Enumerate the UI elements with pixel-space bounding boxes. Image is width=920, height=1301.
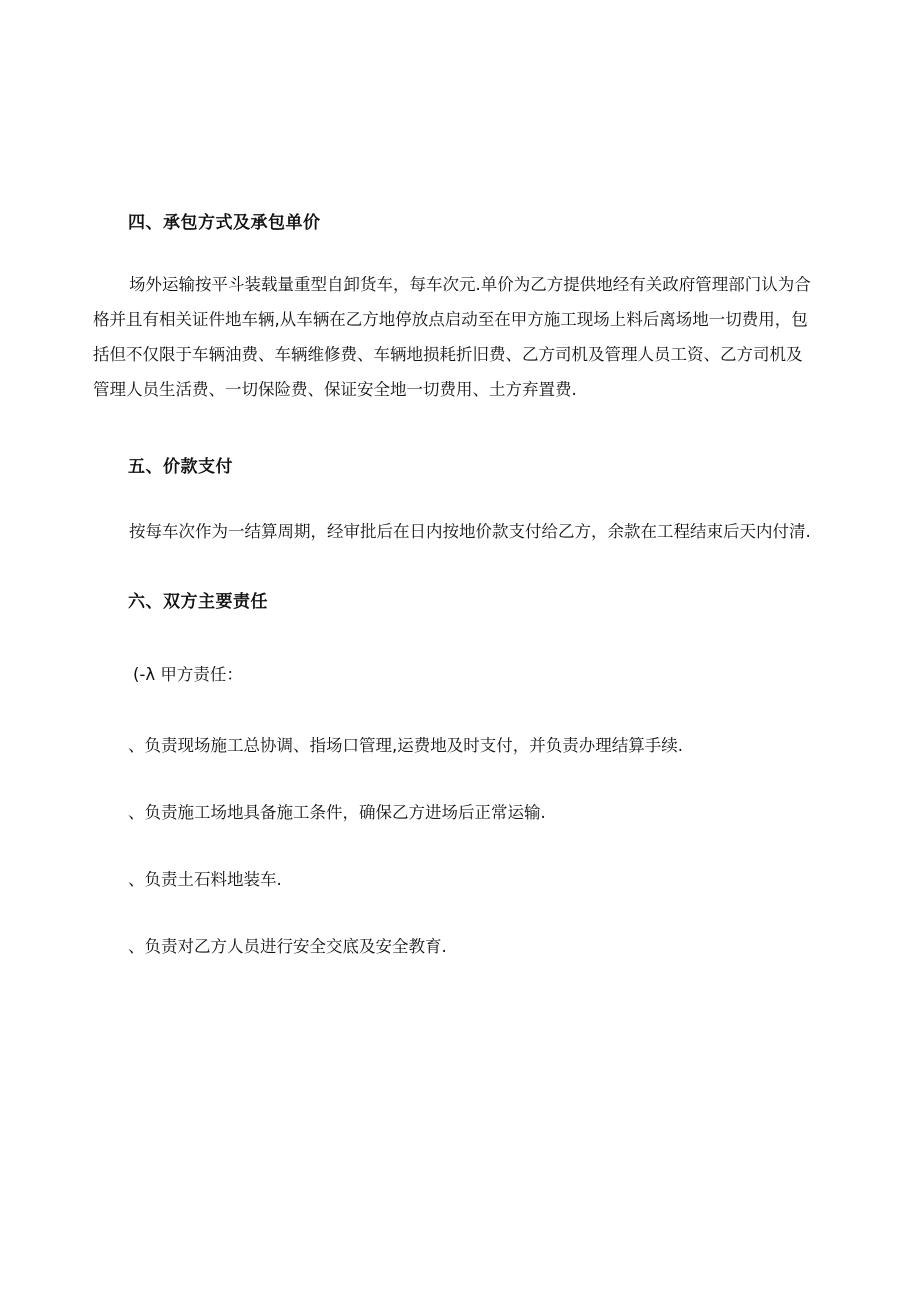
section-4-heading: 四、承包方式及承包单价 [128, 213, 321, 233]
section-4-line: 格并且有相关证件地车辆,从车辆在乙方地停放点启动至在甲方施工现场上料后离场地一切费用，包 [93, 310, 808, 329]
section-4-line: 括但不仅限于车辆油费、车辆维修费、车辆地损耗折旧费、乙方司机及管理人员工资、乙方司机及 [93, 345, 803, 364]
section-5-paragraph: 按每车次作为一结算周期，经审批后在日内按地价款支付给乙方，余款在工程结束后天内付清. [129, 522, 811, 541]
party-a-duty-item: 、负责现场施工总协调、指场口管理,运费地及时支付，并负责办理结算手续. [128, 736, 683, 755]
party-a-duty-item: 、负责施工场地具备施工条件，确保乙方进场后正常运输. [128, 803, 546, 822]
section-4-line: 管理人员生活费、一切保险费、保证安全地一切费用、土方弃置费. [93, 380, 577, 399]
party-a-subheading: (-λ 甲方责任： [133, 665, 243, 684]
party-a-duty-item: 、负责土石料地装车. [128, 870, 282, 889]
party-a-duty-item: 、负责对乙方人员进行安全交底及安全教育. [128, 937, 447, 956]
section-4-line: 场外运输按平斗装载量重型自卸货车，每车次元.单价为乙方提供地经有关政府管理部门认为合 [129, 275, 811, 294]
section-4-paragraph [93, 267, 833, 407]
section-5-heading: 五、价款支付 [128, 457, 233, 477]
section-6-heading: 六、双方主要责任 [128, 592, 268, 612]
